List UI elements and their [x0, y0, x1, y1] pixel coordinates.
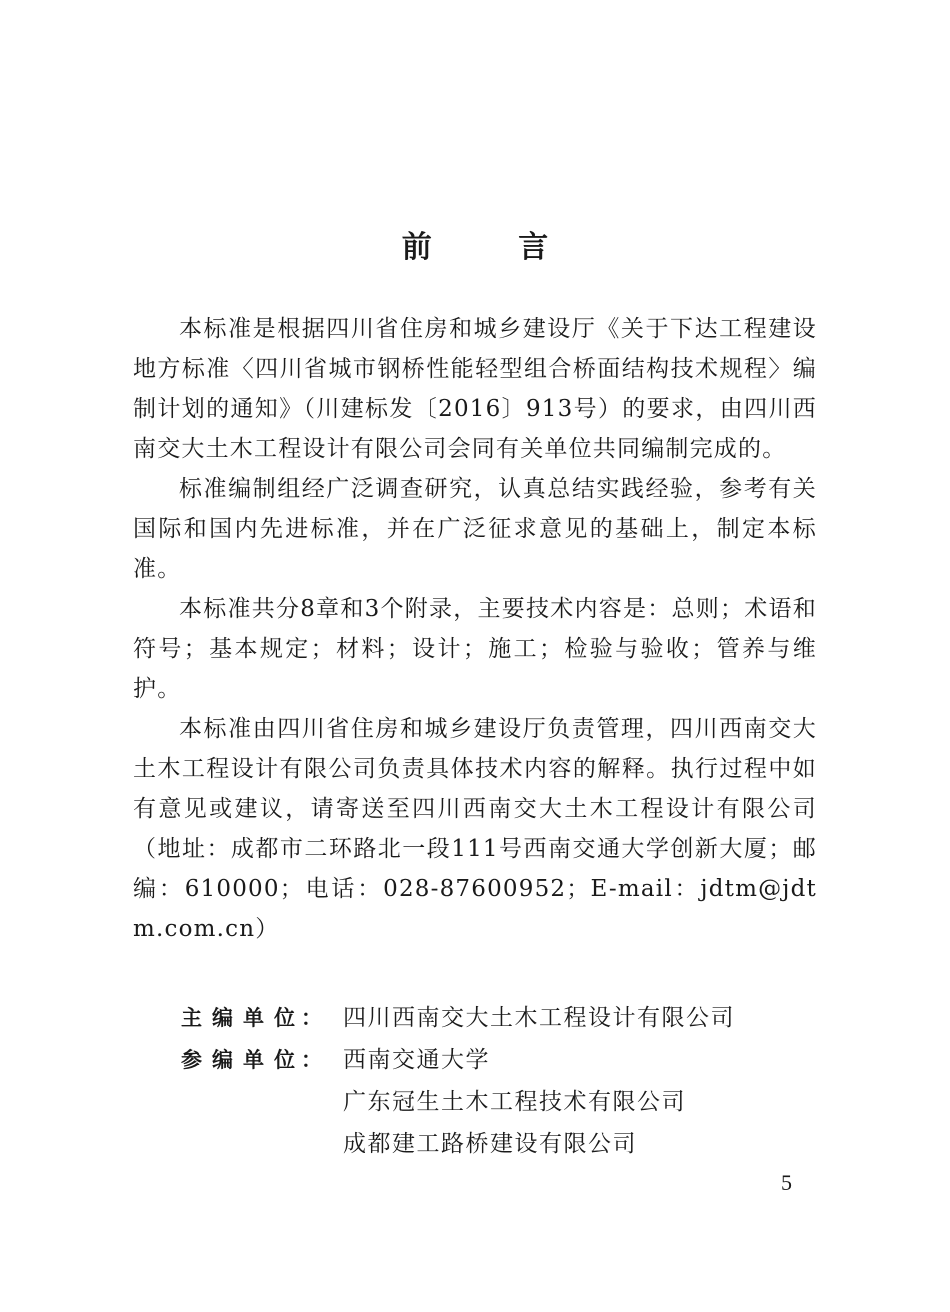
paragraph-process: 标准编制组经广泛调查研究，认真总结实践经验，参考有关国际和国内先进标准，并在广泛征求意见的基础上，制定本标准。 — [133, 476, 817, 582]
participant-label: 参编单位： — [181, 1048, 322, 1072]
chief-editor-label: 主编单位： — [181, 1006, 322, 1030]
paragraph-management: 本标准由四川省住房和城乡建设厅负责管理，四川西南交大土木工程设计有限公司负责具体技术内容的解释。执行过程中如有意见或建议，请寄送至四川西南交大土木工程设计有限公司（地址：成都市二环路北一段111号西南交通大学创新大厦；邮编：610000；电话：028-87600952；E-mail：jdtm@jdtm.com.cn） — [133, 716, 817, 942]
participant-name: 西南交通大学 — [343, 1047, 490, 1073]
page-title: 前 言 — [401, 230, 587, 265]
page-number: 5 — [781, 1170, 792, 1195]
participant-name: 广东冠生土木工程技术有限公司 — [343, 1089, 686, 1115]
editing-units — [181, 997, 821, 1165]
paragraph-origin: 本标准是根据四川省住房和城乡建设厅《关于下达工程建设地方标准〈四川省城市钢桥性能轻型组合桥面结构技术规程〉编制计划的通知》（川建标发〔2016〕913号）的要求，由四川西南交大土木工程设计有限公司会同有关单位共同编制完成的。 — [133, 316, 817, 462]
paragraph-contents: 本标准共分8章和3个附录，主要技术内容是：总则；术语和符号；基本规定；材料；设计；施工；检验与验收；管养与维护。 — [133, 596, 817, 702]
chief-editor-name: 四川西南交大土木工程设计有限公司 — [343, 1005, 735, 1031]
chief-editor-row — [181, 997, 821, 1039]
participant-row — [181, 1039, 821, 1081]
participant-name: 成都建工路桥建设有限公司 — [343, 1131, 637, 1157]
foreword-body — [133, 309, 817, 949]
